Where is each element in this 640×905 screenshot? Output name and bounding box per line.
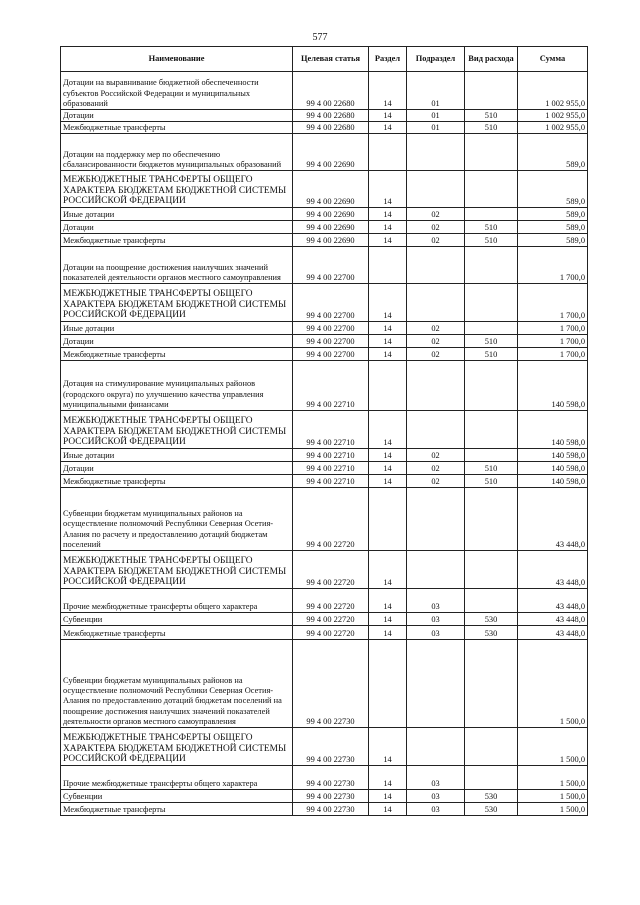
- cell-target-article: 99 4 00 22690: [293, 234, 369, 247]
- table-row: [61, 221, 588, 234]
- table-row: [61, 766, 588, 790]
- cell-section: 14: [369, 234, 407, 247]
- cell-expense-type: [465, 589, 518, 613]
- cell-expense-type: 530: [465, 803, 518, 816]
- cell-section: 14: [369, 790, 407, 803]
- cell-target-article: 99 4 00 22700: [293, 322, 369, 335]
- cell-name: Иные дотации: [61, 322, 293, 335]
- table-row: [61, 488, 588, 551]
- cell-amount: 589,0: [518, 134, 588, 171]
- cell-amount: 1 700,0: [518, 348, 588, 361]
- cell-section: 14: [369, 626, 407, 640]
- cell-amount: 1 700,0: [518, 322, 588, 335]
- cell-subsection: 01: [407, 110, 465, 122]
- cell-amount: 43 448,0: [518, 488, 588, 551]
- cell-amount: 1 500,0: [518, 728, 588, 766]
- cell-subsection: 03: [407, 766, 465, 790]
- table-row: [61, 208, 588, 221]
- table-row: [61, 411, 588, 449]
- cell-target-article: 99 4 00 22720: [293, 551, 369, 589]
- cell-section: 14: [369, 449, 407, 462]
- cell-target-article: 99 4 00 22700: [293, 348, 369, 361]
- table-row: [61, 322, 588, 335]
- table-row: [61, 110, 588, 122]
- table-row: [61, 134, 588, 171]
- cell-expense-type: 530: [465, 613, 518, 626]
- cell-expense-type: [465, 171, 518, 208]
- table-row: [61, 462, 588, 475]
- cell-subsection: 02: [407, 208, 465, 221]
- budget-table: [60, 46, 588, 816]
- cell-name: Межбюджетные трансферты: [61, 348, 293, 361]
- cell-section: 14: [369, 122, 407, 134]
- cell-target-article: 99 4 00 22720: [293, 488, 369, 551]
- cell-section: 14: [369, 284, 407, 322]
- cell-amount: 1 002 955,0: [518, 122, 588, 134]
- cell-subsection: [407, 171, 465, 208]
- table-row: [61, 790, 588, 803]
- cell-expense-type: [465, 247, 518, 284]
- cell-subsection: 02: [407, 449, 465, 462]
- table-row: [61, 551, 588, 589]
- cell-name: Субвенции: [61, 790, 293, 803]
- cell-name: Субвенции бюджетам муниципальных районов на осуществление полномочий Республики Северная Осетия-Алания по предоставлению дотаций бюджетам поселений на поощрение достижения наилучших значений показателей деятельности органов местного самоуправления: [61, 640, 293, 728]
- cell-subsection: 03: [407, 790, 465, 803]
- cell-subsection: 03: [407, 589, 465, 613]
- cell-section: 14: [369, 766, 407, 790]
- cell-name: Иные дотации: [61, 208, 293, 221]
- header-amount: Сумма: [518, 47, 588, 72]
- cell-section: 14: [369, 462, 407, 475]
- cell-section: 14: [369, 348, 407, 361]
- cell-amount: 140 598,0: [518, 475, 588, 488]
- cell-name: Дотации на поощрение достижения наилучших значений показателей деятельности органов местного самоуправления: [61, 247, 293, 284]
- cell-amount: 589,0: [518, 221, 588, 234]
- cell-target-article: 99 4 00 22710: [293, 361, 369, 411]
- cell-expense-type: [465, 640, 518, 728]
- cell-section: 14: [369, 221, 407, 234]
- cell-section: 14: [369, 803, 407, 816]
- cell-target-article: 99 4 00 22680: [293, 110, 369, 122]
- cell-section: 14: [369, 110, 407, 122]
- cell-target-article: 99 4 00 22730: [293, 803, 369, 816]
- cell-name: Межбюджетные трансферты: [61, 234, 293, 247]
- cell-name: МЕЖБЮДЖЕТНЫЕ ТРАНСФЕРТЫ ОБЩЕГО ХАРАКТЕРА БЮДЖЕТАМ БЮДЖЕТНОЙ СИСТЕМЫ РОССИЙСКОЙ ФЕДЕРАЦИИ: [61, 728, 293, 766]
- cell-target-article: 99 4 00 22680: [293, 122, 369, 134]
- cell-expense-type: [465, 449, 518, 462]
- cell-amount: 43 448,0: [518, 613, 588, 626]
- cell-subsection: 03: [407, 626, 465, 640]
- header-target-article: Целевая статья: [293, 47, 369, 72]
- cell-target-article: 99 4 00 22730: [293, 766, 369, 790]
- cell-name: Дотации: [61, 110, 293, 122]
- table-row: [61, 171, 588, 208]
- table-row: [61, 449, 588, 462]
- cell-target-article: 99 4 00 22690: [293, 221, 369, 234]
- cell-subsection: 02: [407, 221, 465, 234]
- cell-section: 14: [369, 613, 407, 626]
- table-row: [61, 122, 588, 134]
- cell-target-article: 99 4 00 22690: [293, 171, 369, 208]
- cell-subsection: [407, 284, 465, 322]
- table-row: [61, 640, 588, 728]
- table-row: [61, 348, 588, 361]
- cell-target-article: 99 4 00 22720: [293, 613, 369, 626]
- cell-subsection: [407, 411, 465, 449]
- cell-name: МЕЖБЮДЖЕТНЫЕ ТРАНСФЕРТЫ ОБЩЕГО ХАРАКТЕРА БЮДЖЕТАМ БЮДЖЕТНОЙ СИСТЕМЫ РОССИЙСКОЙ ФЕДЕРАЦИИ: [61, 284, 293, 322]
- cell-section: 14: [369, 335, 407, 348]
- cell-name: Прочие межбюджетные трансферты общего характера: [61, 766, 293, 790]
- cell-expense-type: [465, 551, 518, 589]
- cell-subsection: 01: [407, 72, 465, 110]
- cell-expense-type: 510: [465, 348, 518, 361]
- cell-amount: 1 002 955,0: [518, 72, 588, 110]
- cell-amount: 140 598,0: [518, 449, 588, 462]
- header-expense-type: Вид расхода: [465, 47, 518, 72]
- cell-expense-type: [465, 361, 518, 411]
- cell-target-article: 99 4 00 22730: [293, 728, 369, 766]
- cell-expense-type: 530: [465, 626, 518, 640]
- table-row: [61, 728, 588, 766]
- table-row: [61, 475, 588, 488]
- cell-subsection: 02: [407, 234, 465, 247]
- cell-expense-type: 510: [465, 110, 518, 122]
- table-row: [61, 803, 588, 816]
- cell-expense-type: [465, 411, 518, 449]
- cell-target-article: 99 4 00 22710: [293, 449, 369, 462]
- cell-name: Дотации на поддержку мер по обеспечению сбалансированности бюджетов муниципальных образований: [61, 134, 293, 171]
- cell-expense-type: 510: [465, 335, 518, 348]
- cell-subsection: [407, 134, 465, 171]
- cell-target-article: 99 4 00 22710: [293, 462, 369, 475]
- cell-section: [369, 488, 407, 551]
- cell-section: 14: [369, 171, 407, 208]
- cell-section: [369, 134, 407, 171]
- cell-subsection: 02: [407, 322, 465, 335]
- table-row: [61, 234, 588, 247]
- cell-section: 14: [369, 411, 407, 449]
- table-row: [61, 72, 588, 110]
- cell-name: Дотация на стимулирование муниципальных районов (городского округа) по улучшению качества управления муниципальными финансами: [61, 361, 293, 411]
- page-number: 577: [312, 32, 328, 43]
- header-section: Раздел: [369, 47, 407, 72]
- cell-name: Прочие межбюджетные трансферты общего характера: [61, 589, 293, 613]
- cell-subsection: 03: [407, 613, 465, 626]
- cell-amount: 43 448,0: [518, 626, 588, 640]
- cell-name: Межбюджетные трансферты: [61, 122, 293, 134]
- cell-amount: 589,0: [518, 208, 588, 221]
- cell-amount: 1 002 955,0: [518, 110, 588, 122]
- cell-expense-type: [465, 728, 518, 766]
- cell-expense-type: [465, 72, 518, 110]
- table-row: [61, 361, 588, 411]
- cell-amount: 1 700,0: [518, 335, 588, 348]
- cell-name: Дотации: [61, 221, 293, 234]
- cell-section: [369, 640, 407, 728]
- cell-amount: 1 500,0: [518, 803, 588, 816]
- cell-name: Межбюджетные трансферты: [61, 475, 293, 488]
- cell-section: 14: [369, 551, 407, 589]
- cell-expense-type: [465, 208, 518, 221]
- cell-section: 14: [369, 322, 407, 335]
- cell-subsection: [407, 551, 465, 589]
- cell-target-article: 99 4 00 22720: [293, 626, 369, 640]
- cell-expense-type: [465, 134, 518, 171]
- cell-expense-type: [465, 766, 518, 790]
- cell-expense-type: [465, 488, 518, 551]
- cell-name: Межбюджетные трансферты: [61, 803, 293, 816]
- cell-expense-type: 530: [465, 790, 518, 803]
- cell-expense-type: 510: [465, 462, 518, 475]
- table-row: [61, 613, 588, 626]
- cell-target-article: 99 4 00 22720: [293, 589, 369, 613]
- cell-expense-type: 510: [465, 475, 518, 488]
- table-body: [61, 72, 588, 816]
- cell-section: 14: [369, 475, 407, 488]
- cell-amount: 589,0: [518, 234, 588, 247]
- cell-section: [369, 361, 407, 411]
- cell-subsection: [407, 640, 465, 728]
- cell-subsection: 02: [407, 462, 465, 475]
- cell-name: Дотации: [61, 335, 293, 348]
- cell-name: МЕЖБЮДЖЕТНЫЕ ТРАНСФЕРТЫ ОБЩЕГО ХАРАКТЕРА БЮДЖЕТАМ БЮДЖЕТНОЙ СИСТЕМЫ РОССИЙСКОЙ ФЕДЕРАЦИИ: [61, 551, 293, 589]
- cell-subsection: 02: [407, 348, 465, 361]
- cell-amount: 1 700,0: [518, 247, 588, 284]
- cell-target-article: 99 4 00 22700: [293, 247, 369, 284]
- table-row: [61, 284, 588, 322]
- table-row: [61, 247, 588, 284]
- cell-section: [369, 247, 407, 284]
- cell-expense-type: 510: [465, 122, 518, 134]
- cell-subsection: 02: [407, 335, 465, 348]
- table-row: [61, 626, 588, 640]
- cell-subsection: [407, 728, 465, 766]
- cell-expense-type: [465, 322, 518, 335]
- cell-amount: 140 598,0: [518, 411, 588, 449]
- cell-name: Субвенции бюджетам муниципальных районов на осуществление полномочий Республики Северная Осетия-Алания по расчету и предоставлению дотаций бюджетам поселений: [61, 488, 293, 551]
- header-subsection: Подраздел: [407, 47, 465, 72]
- cell-name: МЕЖБЮДЖЕТНЫЕ ТРАНСФЕРТЫ ОБЩЕГО ХАРАКТЕРА БЮДЖЕТАМ БЮДЖЕТНОЙ СИСТЕМЫ РОССИЙСКОЙ ФЕДЕРАЦИИ: [61, 171, 293, 208]
- cell-subsection: [407, 361, 465, 411]
- cell-name: МЕЖБЮДЖЕТНЫЕ ТРАНСФЕРТЫ ОБЩЕГО ХАРАКТЕРА БЮДЖЕТАМ БЮДЖЕТНОЙ СИСТЕМЫ РОССИЙСКОЙ ФЕДЕРАЦИИ: [61, 411, 293, 449]
- cell-amount: 1 700,0: [518, 284, 588, 322]
- table-row: [61, 589, 588, 613]
- cell-section: 14: [369, 208, 407, 221]
- cell-section: 14: [369, 589, 407, 613]
- cell-expense-type: [465, 284, 518, 322]
- cell-expense-type: 510: [465, 221, 518, 234]
- cell-amount: 140 598,0: [518, 361, 588, 411]
- cell-subsection: [407, 488, 465, 551]
- cell-target-article: 99 4 00 22710: [293, 411, 369, 449]
- cell-name: Иные дотации: [61, 449, 293, 462]
- cell-amount: 140 598,0: [518, 462, 588, 475]
- cell-amount: 1 500,0: [518, 640, 588, 728]
- cell-name: Дотации на выравнивание бюджетной обеспеченности субъектов Российской Федерации и муниципальных образований: [61, 72, 293, 110]
- table-row: [61, 335, 588, 348]
- cell-name: Субвенции: [61, 613, 293, 626]
- cell-amount: 43 448,0: [518, 589, 588, 613]
- cell-target-article: 99 4 00 22710: [293, 475, 369, 488]
- cell-subsection: 03: [407, 803, 465, 816]
- cell-name: Дотации: [61, 462, 293, 475]
- cell-target-article: 99 4 00 22690: [293, 208, 369, 221]
- cell-subsection: 02: [407, 475, 465, 488]
- cell-target-article: 99 4 00 22700: [293, 284, 369, 322]
- header-name: Наименование: [61, 47, 293, 72]
- cell-name: Межбюджетные трансферты: [61, 626, 293, 640]
- cell-section: 14: [369, 72, 407, 110]
- cell-expense-type: 510: [465, 234, 518, 247]
- cell-target-article: 99 4 00 22700: [293, 335, 369, 348]
- cell-amount: 589,0: [518, 171, 588, 208]
- cell-section: 14: [369, 728, 407, 766]
- table-header-row: [61, 47, 588, 72]
- cell-target-article: 99 4 00 22730: [293, 790, 369, 803]
- cell-amount: 1 500,0: [518, 766, 588, 790]
- cell-target-article: 99 4 00 22690: [293, 134, 369, 171]
- cell-target-article: 99 4 00 22730: [293, 640, 369, 728]
- cell-amount: 43 448,0: [518, 551, 588, 589]
- cell-amount: 1 500,0: [518, 790, 588, 803]
- cell-subsection: 01: [407, 122, 465, 134]
- cell-target-article: 99 4 00 22680: [293, 72, 369, 110]
- cell-subsection: [407, 247, 465, 284]
